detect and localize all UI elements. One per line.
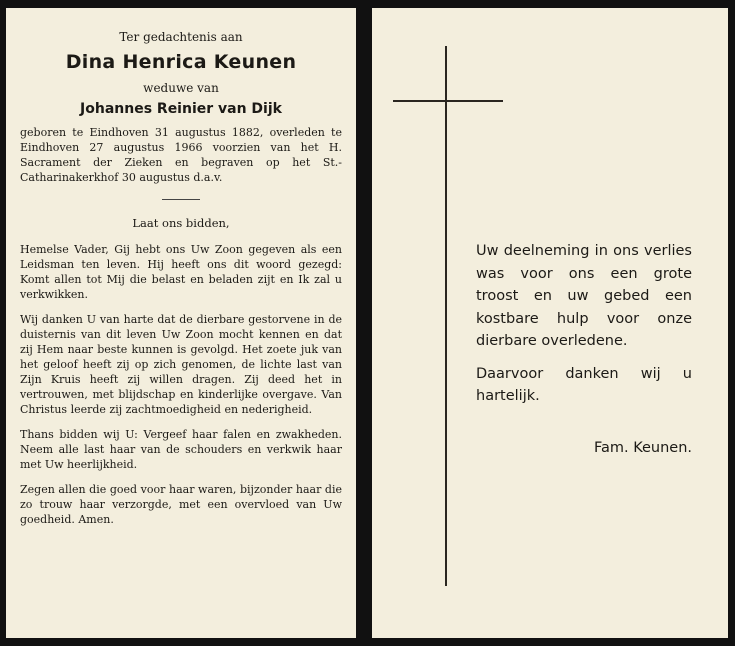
thanks-text: [476, 240, 692, 418]
prayer-text: [20, 242, 342, 527]
biography-text: geboren te Eindhoven 31 augustus 1882, overleden te Eindhoven 27 augustus 1966 voorzien van het H. Sacrament der Zieken en begraven op het St.-Catharinakerkhof 30 augustus d.a.v.: [20, 126, 342, 184]
divider-line: [162, 199, 200, 200]
intro-text: Ter gedachtenis aan: [119, 30, 243, 44]
prayer-paragraph: Thans bidden wij U: Vergeef haar falen en zwakheden. Neem alle last haar van de schouders en verkwik haar met Uw heerlijkheid.: [20, 428, 342, 471]
husband-name: Johannes Reinier van Dijk: [80, 101, 282, 117]
thanks-paragraph: Daarvoor danken wij u hartelijk.: [476, 365, 692, 404]
family-signature: Fam. Keunen.: [593, 440, 692, 456]
thanks-paragraph: Uw deelneming in ons verlies was voor ons een grote troost en uw gebed een kostbare hulp voor onze dierbare overledene.: [476, 243, 692, 349]
memorial-card-left: [6, 8, 356, 638]
prayer-paragraph: Hemelse Vader, Gij hebt ons Uw Zoon gegeven als een Leidsman ten leven. Hij heeft ons dit woord gezegd: Komt allen tot Mij die belast en beladen zijt en Ik zal u verkwikken.: [20, 243, 342, 301]
deceased-name: Dina Henrica Keunen: [65, 51, 297, 73]
prayer-intro: Laat ons bidden,: [132, 216, 230, 230]
prayer-paragraph: Wij danken U van harte dat de dierbare gestorvene in de duisternis van dit leven Uw Zoon mocht kennen en dat zij Hem naar beste kunnen is gevolgd. Het zoete juk van het geloof heeft zij op zich genomen, de lichte last van Zijn Kruis heeft zij willen dragen. Zij deed het in vertrouwen, met blijdschap en kinderlijke overgave. Van Christus leerde zij zachtmoedigheid en nederigheid.: [20, 313, 342, 416]
prayer-paragraph: Zegen allen die goed voor haar waren, bijzonder haar die zo trouw haar verzorgde, met een overvloed van Uw goedheid. Amen.: [20, 483, 342, 526]
memorial-card-right: [372, 8, 728, 638]
widow-of-text: weduwe van: [143, 81, 219, 95]
